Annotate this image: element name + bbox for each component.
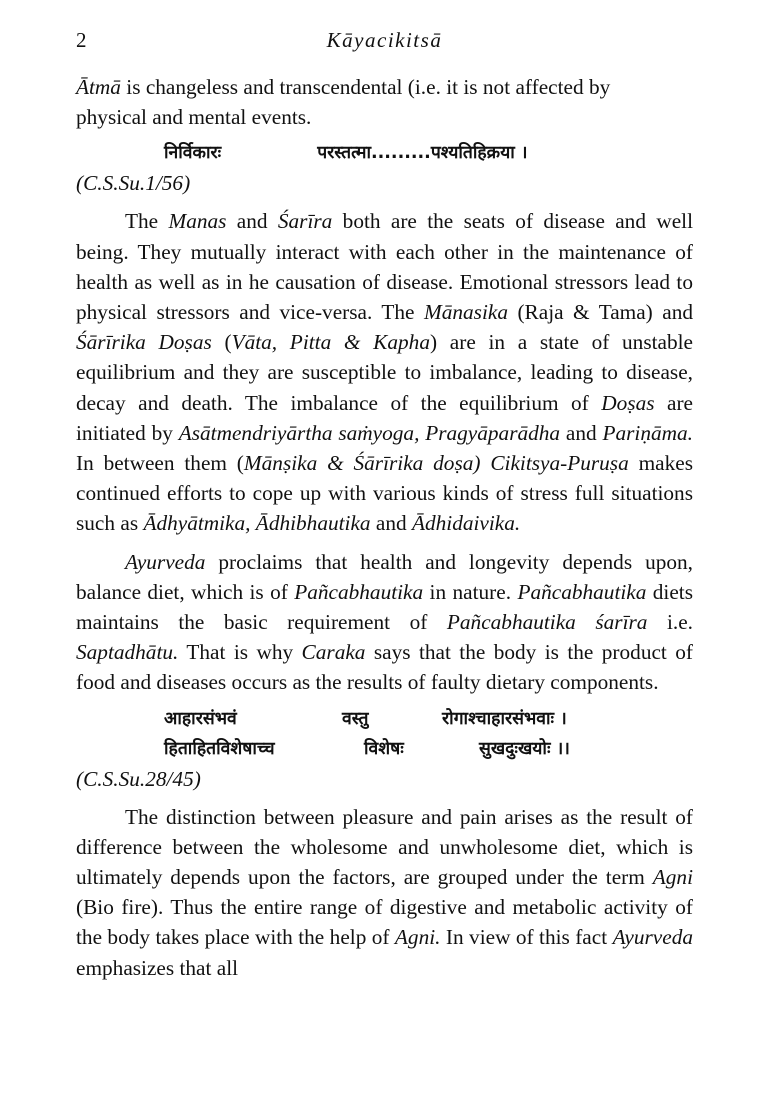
- verse-word: विशेषः: [364, 738, 404, 759]
- italic-term: Śārīrika Doṣas: [76, 330, 212, 355]
- text-run: (Raja & Tama) and: [507, 300, 693, 325]
- italic-term: Mānṣika & Śārīrika doṣa) Cikitsya-Puruṣa: [243, 451, 629, 476]
- verse-word: रोगाश्चाहारसंभवाः ।: [442, 708, 567, 729]
- text-run: i.e.: [647, 610, 694, 635]
- verse-word: वस्तु: [342, 708, 369, 729]
- paragraph-2: [76, 206, 693, 538]
- italic-term: Ādhyātmika, Ādhibhautika: [143, 511, 371, 536]
- text-run: proclaims that health and longevity depends upon, balance diet, which is of: [76, 549, 693, 604]
- text-run: makes continued efforts to cope up with various kinds of stress full situations such as: [76, 451, 694, 536]
- italic-term: Agni.: [394, 925, 441, 950]
- verse-word: परस्तत्मा.........पश्यतिहिक्रया ।: [317, 143, 528, 164]
- italic-term: Asātmendriyārtha saṁyoga, Pragyāparādha: [178, 420, 561, 445]
- text-run: is changeless and transcendental (i.e. it is not affected by: [120, 75, 611, 99]
- italic-term: Ayurveda: [125, 549, 206, 574]
- text-run: The distinction between pleasure and pain arises as the result of difference between the wholesome and unwholesome diet, which is ultimately depends upon the factors, are grouped under the term: [76, 804, 693, 890]
- text-run: and: [370, 511, 412, 536]
- text-run: both are the seats of disease and well being. They mutually interact with each other in the maintenance of health as well as in he causation of disease. Emotional stressors lead to physical stressors and vice-versa. The: [76, 209, 693, 325]
- page-body: [76, 72, 693, 983]
- text-run: physical and mental events.: [76, 105, 312, 130]
- text-run: ) are in a state of unstable equilibrium and they are susceptible to imbalance, leading to disease, decay and death. The imbalance of the equilibrium of: [76, 330, 694, 415]
- text-run: (: [211, 330, 232, 355]
- italic-term: Doṣas: [601, 390, 655, 415]
- verse-word: आहारसंभवं: [164, 708, 237, 729]
- text-line: [76, 102, 693, 132]
- italic-term: Pañcabhautika śarīra: [446, 610, 648, 635]
- italic-term: Pañcabhautika: [294, 579, 424, 604]
- verse-reference-1: (C.S.Su.1/56): [76, 171, 191, 196]
- italic-term: Mānasika: [423, 300, 508, 325]
- text-run: The: [125, 209, 169, 234]
- verse-line: [76, 734, 693, 764]
- sanskrit-verse-1: [76, 138, 693, 168]
- italic-term: Vāta, Pitta & Kapha: [231, 330, 430, 355]
- italic-term: Manas: [168, 209, 227, 234]
- italic-term: Pañcabhautika: [517, 579, 647, 604]
- italic-term: Saptadhātu.: [76, 640, 179, 665]
- paragraph-3: [76, 547, 693, 698]
- text-run: are initiated by: [76, 390, 693, 445]
- text-run: In between them (: [76, 451, 244, 476]
- verse-reference-2: (C.S.Su.28/45): [76, 766, 201, 791]
- paragraph-4: [76, 802, 693, 983]
- running-title: Kāyacikitsā: [326, 28, 443, 52]
- italic-term: Śarīra: [277, 209, 333, 234]
- italic-term: Pariṇāma.: [602, 420, 693, 445]
- verse-word: निर्विकारः: [164, 143, 222, 164]
- text-run: says that the body is the product of food and diseases occurs as the results of faulty dietary components.: [76, 640, 693, 695]
- page-header: [76, 28, 693, 60]
- sanskrit-verse-2: [76, 704, 693, 764]
- italic-term: Agni: [652, 865, 693, 890]
- verse-line: [76, 704, 693, 734]
- text-run: and: [560, 420, 603, 445]
- italic-term: Ātmā: [76, 75, 121, 99]
- italic-term: Caraka: [301, 640, 366, 665]
- italic-term: Ayurveda: [612, 925, 693, 950]
- text-run: (Bio fire). Thus the entire range of digestive and metabolic activity of the body takes place with the help of: [76, 895, 693, 950]
- text-run: In view of this fact: [440, 925, 613, 950]
- text-run: and: [226, 209, 278, 234]
- verse-word: सुखदुःखयोः ।।: [479, 738, 570, 759]
- page-number: 2: [76, 28, 87, 52]
- verse-word: हिताहितविशेषाच्च: [164, 738, 275, 759]
- text-run: diets maintains the basic requirement of: [76, 579, 693, 635]
- text-run: emphasizes that all: [76, 955, 239, 980]
- text-run: That is why: [178, 640, 302, 665]
- text-run: in nature.: [423, 579, 518, 604]
- verse-line: [76, 138, 693, 168]
- italic-term: Ādhidaivika.: [411, 511, 521, 536]
- text-line: [76, 72, 693, 102]
- paragraph-1: [76, 72, 693, 132]
